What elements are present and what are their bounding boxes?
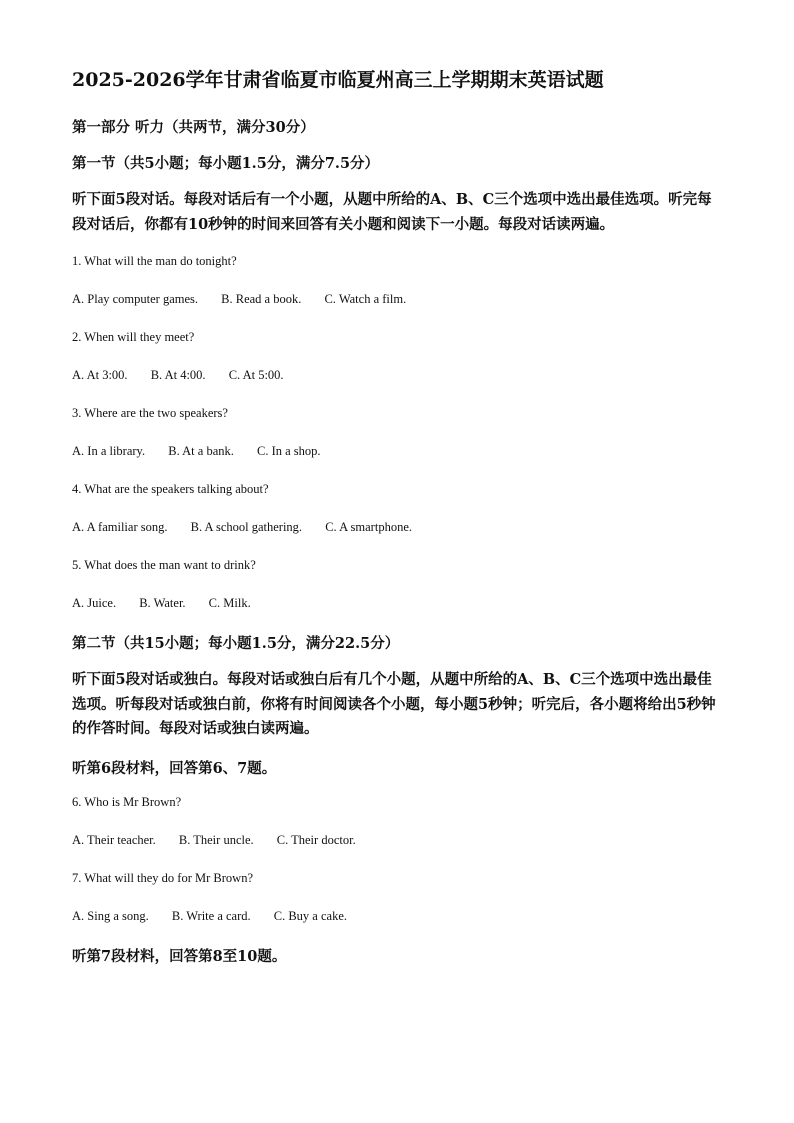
option-a: A. At 3:00. bbox=[72, 368, 128, 382]
section1-instructions: 听下面5段对话。每段对话后有一个小题，从题中所给的A、B、C三个选项中选出最佳选项。听完每段对话后，你都有10秒钟的时间来回答有关小题和阅读下一小题。每段对话读两遍。 bbox=[72, 191, 712, 233]
option-a: A. Juice. bbox=[72, 596, 117, 610]
option-a: A. In a library. bbox=[72, 444, 146, 458]
material-6-heading: 听第6段材料，回答第6、7题。 bbox=[72, 759, 277, 777]
section2-instructions: 听下面5段对话或独白。每段对话或独白后有几个小题，从题中所给的A、B、C三个选项中选出最佳选项。听每段对话或独白前，你将有时间阅读各个小题，每小题5秒钟；听完后，各小题将给出5秒钟的作答时间。每段对话或独白读两遍。 bbox=[72, 671, 716, 737]
document-page bbox=[72, 66, 722, 981]
question-options bbox=[72, 907, 722, 925]
option-c: C. At 5:00. bbox=[228, 368, 284, 382]
question-stem: 2. When will they meet? bbox=[72, 330, 195, 344]
question-stem: 1. What will the man do tonight? bbox=[72, 254, 237, 268]
option-b: B. A school gathering. bbox=[190, 520, 303, 534]
question-options bbox=[72, 518, 722, 536]
option-c: C. Milk. bbox=[208, 596, 251, 610]
option-a: A. A familiar song. bbox=[72, 520, 168, 534]
option-b: B. Water. bbox=[139, 596, 186, 610]
section1-heading: 第一节（共5小题；每小题1.5分，满分7.5分） bbox=[72, 155, 380, 172]
question-options bbox=[72, 442, 722, 460]
question-options bbox=[72, 831, 722, 849]
option-c: C. Buy a cake. bbox=[273, 908, 347, 923]
option-c: C. Their doctor. bbox=[276, 832, 356, 847]
option-a: A. Their teacher. bbox=[72, 832, 156, 847]
question-stem: 6. Who is Mr Brown? bbox=[72, 794, 182, 809]
option-c: C. A smartphone. bbox=[325, 520, 412, 534]
option-b: B. At 4:00. bbox=[150, 368, 206, 382]
question-options bbox=[72, 594, 722, 612]
question-stem: 3. Where are the two speakers? bbox=[72, 406, 228, 420]
material-7-heading: 听第7段材料，回答第8至10题。 bbox=[72, 947, 287, 965]
document-title: 2025-2026学年甘肃省临夏市临夏州高三上学期期末英语试题 bbox=[72, 69, 604, 91]
option-a: A. Play computer games. bbox=[72, 292, 199, 306]
question-stem: 5. What does the man want to drink? bbox=[72, 558, 256, 572]
question-stem: 7. What will they do for Mr Brown? bbox=[72, 870, 253, 885]
option-c: C. In a shop. bbox=[257, 444, 321, 458]
question-options bbox=[72, 366, 722, 384]
question-options bbox=[72, 290, 722, 308]
option-b: B. Read a book. bbox=[221, 292, 302, 306]
question-stem: 4. What are the speakers talking about? bbox=[72, 482, 269, 496]
option-b: B. Their uncle. bbox=[178, 832, 254, 847]
option-c: C. Watch a film. bbox=[324, 292, 407, 306]
option-b: B. At a bank. bbox=[168, 444, 234, 458]
part1-heading: 第一部分 听力（共两节，满分30分） bbox=[72, 119, 315, 136]
option-b: B. Write a card. bbox=[171, 908, 251, 923]
option-a: A. Sing a song. bbox=[72, 908, 149, 923]
section2-heading: 第二节（共15小题；每小题1.5分，满分22.5分） bbox=[72, 635, 400, 652]
